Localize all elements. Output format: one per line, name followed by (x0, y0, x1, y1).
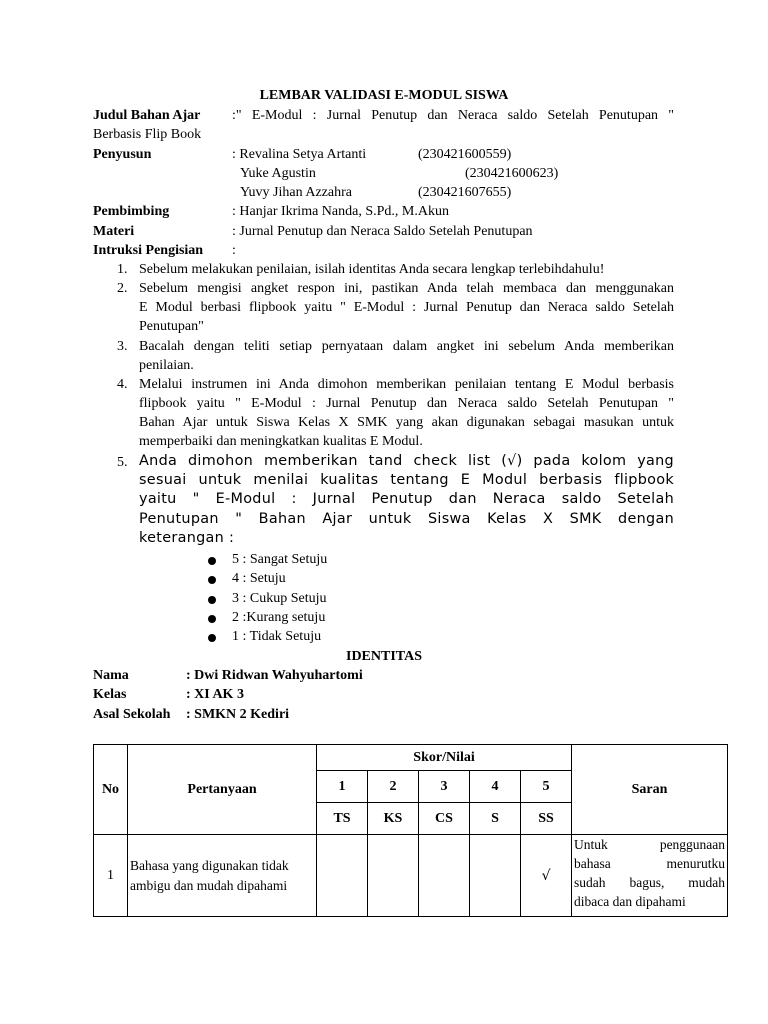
sekolah-label: Asal Sekolah (93, 707, 171, 722)
page-title: LEMBAR VALIDASI E-MODUL SISWA (259, 88, 509, 103)
author-name: Yuvy Jihan Azzahra (240, 185, 352, 200)
table-row (94, 835, 728, 917)
header-skor: Skor/Nilai (317, 745, 572, 771)
score-cell[interactable] (317, 835, 368, 917)
list-number: 3. (117, 339, 128, 354)
score-header: 2 (368, 771, 419, 803)
author-nim: (230421607655) (418, 185, 512, 200)
header-pertanyaan: Pertanyaan (128, 745, 317, 835)
list-item-line: yaitu " E-Modul : Jurnal Penutup dan Neraca saldo Setelah (139, 491, 674, 507)
list-item-line: E Modul berbasi flipbook yaitu " E-Modul : Jurnal Penutup dan Neraca saldo Setelah (139, 300, 674, 315)
identitas-heading: IDENTITAS (346, 649, 422, 664)
judul-label: Judul Bahan Ajar (93, 108, 201, 123)
saran-line: Untuk penggunaan (574, 837, 726, 852)
score-header: 1 (317, 771, 368, 803)
header-saran: Saran (572, 745, 728, 835)
scale-item: 2 :Kurang setuju (232, 610, 326, 625)
row-saran (572, 835, 728, 917)
code-header: SS (521, 803, 572, 835)
scale-item: 5 : Sangat Setuju (232, 552, 328, 567)
question-line: ambigu dan mudah dipahami (130, 877, 288, 893)
materi-value: : Jurnal Penutup dan Neraca Saldo Setelah Penutupan (232, 224, 533, 239)
sekolah-value: : SMKN 2 Kediri (186, 707, 290, 722)
kelas-label: Kelas (93, 687, 127, 702)
instruksi-colon: : (232, 243, 236, 258)
list-item-line: Bahan Ajar untuk Siswa Kelas X SMK yang akan digunakan sebagai masukan untuk (139, 415, 674, 430)
row-number: 1 (94, 835, 128, 917)
scale-item: 3 : Cukup Setuju (232, 591, 327, 606)
code-header: KS (368, 803, 419, 835)
judul-value-line2: Berbasis Flip Book (93, 127, 202, 142)
list-item-line: keterangan : (139, 530, 235, 546)
score-table (93, 744, 728, 917)
list-number: 1. (117, 262, 128, 277)
list-item-line: memperbaiki dan meningkatkan kualitas E Modul. (139, 434, 423, 449)
scale-item: 4 : Setuju (232, 571, 286, 586)
author-nim: (230421600559) (418, 147, 512, 162)
list-number: 4. (117, 377, 128, 392)
bullet-icon (208, 576, 216, 584)
saran-line: sudah bagus, mudah (574, 875, 726, 890)
code-header: CS (419, 803, 470, 835)
bullet-icon (208, 634, 216, 642)
nama-label: Nama (93, 668, 129, 683)
score-cell[interactable] (470, 835, 521, 917)
score-cell-checked[interactable]: √ (521, 835, 572, 917)
scale-item: 1 : Tidak Setuju (232, 629, 322, 644)
list-item-line: penilaian. (139, 358, 194, 373)
score-header: 4 (470, 771, 521, 803)
list-item-line: Bacalah dengan teliti setiap pernyataan dalam angket ini sebelum Anda memberikan (139, 339, 674, 354)
header-no: No (94, 745, 128, 835)
code-header: TS (317, 803, 368, 835)
score-header: 5 (521, 771, 572, 803)
author-nim: (230421600623) (465, 166, 559, 181)
score-header: 3 (419, 771, 470, 803)
nama-value: : Dwi Ridwan Wahyuhartomi (186, 668, 363, 683)
list-item-line: sesuai untuk menilai kualitas tentang E Modul berbasis flipbook (139, 472, 674, 488)
pembimbing-value: : Hanjar Ikrima Nanda, S.Pd., M.Akun (232, 204, 449, 219)
list-item-line: Anda dimohon memberikan tand check list (√) pada kolom yang (139, 453, 674, 469)
bullet-icon (208, 615, 216, 623)
penyusun-label: Penyusun (93, 147, 152, 162)
list-item-line: Sebelum melakukan penilaian, isilah identitas Anda secara lengkap terlebihdahulu! (139, 262, 605, 277)
materi-label: Materi (93, 224, 135, 239)
list-item-line: flipbook yaitu " E-Modul : Jurnal Penutup dan Neraca saldo Setelah Penutupan " (139, 396, 674, 411)
judul-value-line1: :" E-Modul : Jurnal Penutup dan Neraca saldo Setelah Penutupan " (232, 108, 674, 123)
list-item-line: Penutupan" (139, 319, 204, 334)
code-header: S (470, 803, 521, 835)
row-question (128, 835, 317, 917)
instruksi-label: Intruksi Pengisian (93, 243, 204, 258)
list-item-line: Sebelum mengisi angket respon ini, pastikan Anda telah membaca dan menggunakan (139, 281, 674, 296)
list-item-line: Penutupan " Bahan Ajar untuk Siswa Kelas X SMK dengan (139, 511, 674, 527)
author-name: Yuke Agustin (240, 166, 316, 181)
list-number: 5. (117, 455, 128, 470)
score-cell[interactable] (368, 835, 419, 917)
list-number: 2. (117, 281, 128, 296)
question-line: Bahasa yang digunakan tidak (130, 857, 289, 873)
score-cell[interactable] (419, 835, 470, 917)
pembimbing-label: Pembimbing (93, 204, 170, 219)
kelas-value: : XI AK 3 (186, 687, 244, 702)
saran-line: bahasa menurutku (574, 856, 726, 871)
list-item-line: Melalui instrumen ini Anda dimohon memberikan penilaian tentang E Modul berbasis (139, 377, 674, 392)
bullet-icon (208, 596, 216, 604)
bullet-icon (208, 557, 216, 565)
saran-line: dibaca dan dipahami (574, 894, 686, 909)
author-name: : Revalina Setya Artanti (232, 147, 367, 162)
